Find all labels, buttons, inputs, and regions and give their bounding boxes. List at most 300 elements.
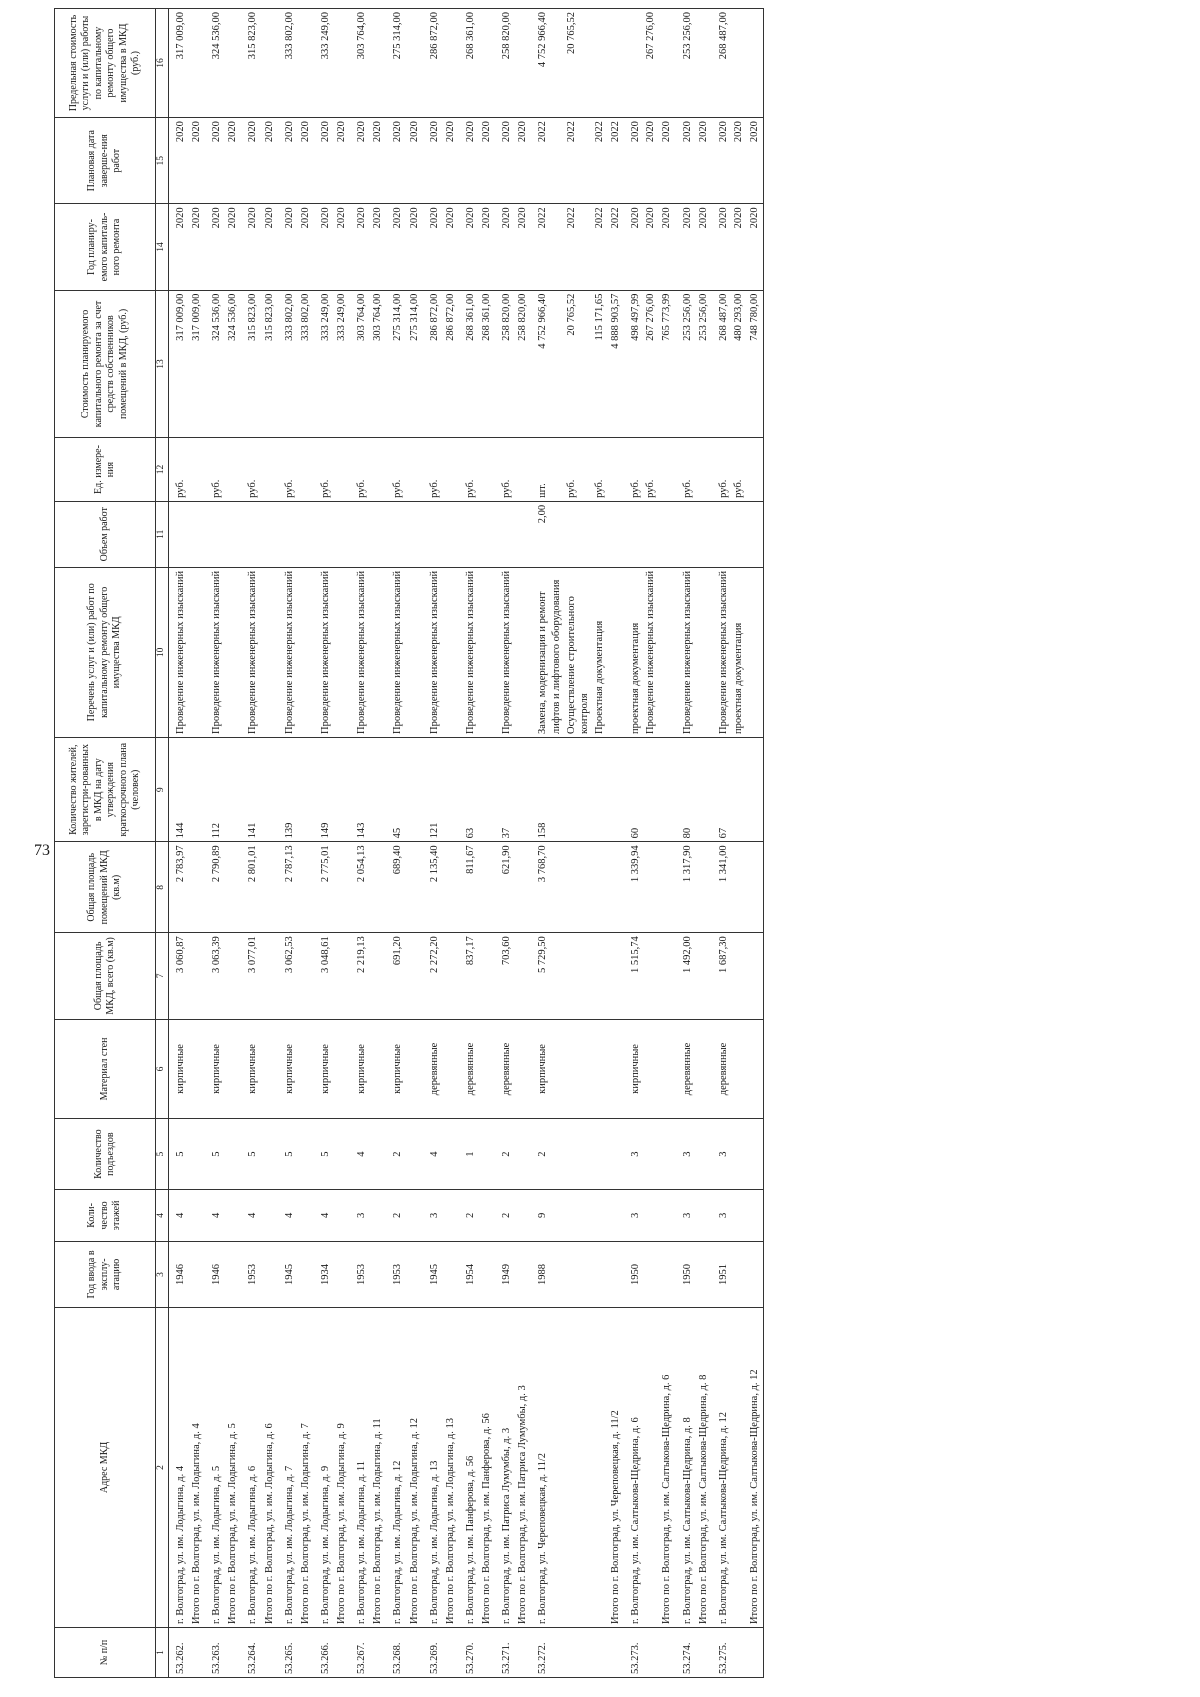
cell-col5: 1 (459, 1119, 478, 1189)
cell-col11 (386, 501, 405, 567)
cell-col6: кирпичные (531, 1019, 563, 1119)
column-number-8: 8 (156, 842, 169, 933)
total-row (478, 9, 495, 1678)
cell-col3 (188, 1242, 205, 1308)
cell-col12 (297, 438, 314, 502)
column-header-7: Общая площадь МКД, всего (кв.м) (55, 933, 156, 1019)
cell-col7 (731, 933, 746, 1019)
column-number-12: 12 (156, 438, 169, 502)
cell-col3: 1953 (386, 1242, 405, 1308)
cell-col12: руб. (168, 438, 188, 502)
cell-col11 (712, 501, 731, 567)
cell-col8: 811,67 (459, 842, 478, 933)
cell-col2: Итого по г. Волгоград, ул. им. Лодыгина, д. 13 (442, 1307, 459, 1627)
cell-col2: г. Волгоград, ул. им. Лодыгина, д. 11 (350, 1307, 369, 1627)
cell-col16: 275 314,00 (386, 9, 405, 118)
cell-col10: Проведение инженерных изысканий (278, 567, 297, 737)
cell-col14: 2020 (624, 204, 643, 290)
cell-col14: 2020 (241, 204, 260, 290)
cell-col3: 1953 (350, 1242, 369, 1308)
table-row (564, 9, 592, 1678)
cell-col11 (695, 501, 712, 567)
cell-col3 (731, 1242, 746, 1308)
cell-col9: 60 (624, 737, 643, 841)
cell-col11 (261, 501, 278, 567)
cell-col8 (658, 842, 675, 933)
cell-col13: 498 497,99 (624, 290, 643, 438)
cell-col15: 2020 (423, 118, 442, 204)
total-row (607, 9, 624, 1678)
cell-col7: 3 063,39 (205, 933, 224, 1019)
column-number-16: 16 (156, 9, 169, 118)
cell-col7: 3 060,87 (168, 933, 188, 1019)
cell-col10: Проведение инженерных изысканий (495, 567, 514, 737)
cell-col6 (333, 1019, 350, 1119)
cell-col13: 4 888 903,57 (607, 290, 624, 438)
cell-col1 (746, 1628, 764, 1678)
cell-col7: 1 515,74 (624, 933, 643, 1019)
cell-col4: 4 (278, 1189, 297, 1241)
cell-col6: деревянные (712, 1019, 731, 1119)
cell-col12 (746, 438, 764, 502)
column-number-1: 1 (156, 1628, 169, 1678)
cell-col7 (442, 933, 459, 1019)
total-row (224, 9, 241, 1678)
cell-col1: 53.266. (314, 1628, 333, 1678)
cell-col5 (297, 1119, 314, 1189)
cell-col8: 1 339,94 (624, 842, 643, 933)
table-row (168, 9, 188, 1678)
cell-col2: г. Волгоград, ул. им. Салтыкова-Щедрина, д. 6 (624, 1307, 643, 1627)
cell-col10 (369, 567, 386, 737)
column-header-14: Год планиру-емого капиталь-ного ремонта (55, 204, 156, 290)
table-row (592, 9, 607, 1678)
cell-col8: 2 783,97 (168, 842, 188, 933)
cell-col9 (658, 737, 675, 841)
cell-col15: 2020 (386, 118, 405, 204)
cell-col13: 480 293,00 (731, 290, 746, 438)
cell-col7 (643, 933, 658, 1019)
cell-col14: 2020 (495, 204, 514, 290)
total-row (188, 9, 205, 1678)
cell-col3: 1934 (314, 1242, 333, 1308)
cell-col2: Итого по г. Волгоград, ул. им. Патриса Лумумбы, д. 3 (514, 1307, 531, 1627)
cell-col16 (592, 9, 607, 118)
table-row (731, 9, 746, 1678)
cell-col3: 1951 (712, 1242, 731, 1308)
cell-col4 (746, 1189, 764, 1241)
cell-col12: руб. (314, 438, 333, 502)
cell-col6 (592, 1019, 607, 1119)
cell-col13: 317 009,00 (168, 290, 188, 438)
cell-col6 (261, 1019, 278, 1119)
cell-col13: 303 764,00 (350, 290, 369, 438)
cell-col1 (369, 1628, 386, 1678)
cell-col13: 115 171,65 (592, 290, 607, 438)
cell-col11 (514, 501, 531, 567)
cell-col11 (168, 501, 188, 567)
cell-col6 (478, 1019, 495, 1119)
column-number-7: 7 (156, 933, 169, 1019)
cell-col5: 4 (423, 1119, 442, 1189)
cell-col8 (695, 842, 712, 933)
table-row (495, 9, 514, 1678)
cell-col5 (695, 1119, 712, 1189)
cell-col6: кирпичные (350, 1019, 369, 1119)
cell-col15: 2020 (241, 118, 260, 204)
cell-col14: 2022 (531, 204, 563, 290)
total-row (261, 9, 278, 1678)
table-row (241, 9, 260, 1678)
cell-col4: 4 (314, 1189, 333, 1241)
cell-col11 (564, 501, 592, 567)
cell-col14: 2020 (442, 204, 459, 290)
cell-col9: 112 (205, 737, 224, 841)
cell-col6 (442, 1019, 459, 1119)
cell-col7 (478, 933, 495, 1019)
cell-col2: Итого по г. Волгоград, ул. им. Салтыкова-Щедрина, д. 12 (746, 1307, 764, 1627)
cell-col16 (607, 9, 624, 118)
cell-col8: 2 801,01 (241, 842, 260, 933)
cell-col14: 2020 (188, 204, 205, 290)
cell-col8 (731, 842, 746, 933)
cell-col10 (224, 567, 241, 737)
cell-col1: 53.267. (350, 1628, 369, 1678)
cell-col6 (406, 1019, 423, 1119)
cell-col4 (369, 1189, 386, 1241)
cell-col10: Проектная документация (592, 567, 607, 737)
column-header-5: Количество подъездов (55, 1119, 156, 1189)
cell-col12 (261, 438, 278, 502)
cell-col15: 2020 (224, 118, 241, 204)
column-header-8: Общая площадь помещений МКД (кв.м) (55, 842, 156, 933)
cell-col7 (514, 933, 531, 1019)
cell-col1 (442, 1628, 459, 1678)
cell-col1: 53.269. (423, 1628, 442, 1678)
cell-col13: 258 820,00 (495, 290, 514, 438)
cell-col14: 2020 (297, 204, 314, 290)
cell-col15: 2020 (478, 118, 495, 204)
cell-col15: 2020 (188, 118, 205, 204)
cell-col10 (658, 567, 675, 737)
cell-col4 (224, 1189, 241, 1241)
cell-col9: 45 (386, 737, 405, 841)
cell-col10: Осуществление строительного контроля (564, 567, 592, 737)
cell-col1: 53.264. (241, 1628, 260, 1678)
cell-col15: 2020 (514, 118, 531, 204)
cell-col16: 258 820,00 (495, 9, 514, 118)
cell-col10: Проведение инженерных изысканий (643, 567, 658, 737)
cell-col10: Проведение инженерных изысканий (314, 567, 333, 737)
cell-col14: 2020 (643, 204, 658, 290)
cell-col14: 2020 (386, 204, 405, 290)
cell-col1: 53.270. (459, 1628, 478, 1678)
cell-col16: 333 802,00 (278, 9, 297, 118)
cell-col14: 2020 (261, 204, 278, 290)
cell-col7 (564, 933, 592, 1019)
cell-col3 (442, 1242, 459, 1308)
cell-col14: 2020 (676, 204, 695, 290)
cell-col4: 4 (205, 1189, 224, 1241)
cell-col1 (514, 1628, 531, 1678)
cell-col1 (643, 1628, 658, 1678)
cell-col3: 1950 (624, 1242, 643, 1308)
cell-col8: 2 787,13 (278, 842, 297, 933)
cell-col9 (514, 737, 531, 841)
cell-col4 (442, 1189, 459, 1241)
cell-col3 (564, 1242, 592, 1308)
cell-col5: 5 (314, 1119, 333, 1189)
cell-col16: 286 872,00 (423, 9, 442, 118)
cell-col10 (333, 567, 350, 737)
total-row (369, 9, 386, 1678)
column-number-6: 6 (156, 1019, 169, 1119)
cell-col12: руб. (459, 438, 478, 502)
table-row (531, 9, 563, 1678)
cell-col3: 1950 (676, 1242, 695, 1308)
cell-col16 (261, 9, 278, 118)
cell-col7 (188, 933, 205, 1019)
cell-col15: 2020 (676, 118, 695, 204)
column-header-6: Материал стен (55, 1019, 156, 1119)
cell-col4 (406, 1189, 423, 1241)
cell-col2: Итого по г. Волгоград, ул. им. Лодыгина, д. 4 (188, 1307, 205, 1627)
cell-col12: руб. (205, 438, 224, 502)
cell-col3 (478, 1242, 495, 1308)
cell-col11: 2,00 (531, 501, 563, 567)
cell-col8: 689,40 (386, 842, 405, 933)
cell-col6: кирпичные (278, 1019, 297, 1119)
cell-col12: руб. (624, 438, 643, 502)
cell-col11 (406, 501, 423, 567)
cell-col7 (224, 933, 241, 1019)
cell-col12 (224, 438, 241, 502)
cell-col7 (333, 933, 350, 1019)
cell-col15: 2020 (369, 118, 386, 204)
cell-col6: кирпичные (314, 1019, 333, 1119)
cell-col10 (261, 567, 278, 737)
cell-col14: 2020 (423, 204, 442, 290)
cell-col6 (746, 1019, 764, 1119)
cell-col5 (333, 1119, 350, 1189)
cell-col2: г. Волгоград, ул. им. Салтыкова-Щедрина, д. 8 (676, 1307, 695, 1627)
cell-col2: Итого по г. Волгоград, ул. им. Салтыкова-Щедрина, д. 6 (658, 1307, 675, 1627)
cell-col9 (564, 737, 592, 841)
cell-col14: 2020 (333, 204, 350, 290)
cell-col10: Проведение инженерных изысканий (712, 567, 731, 737)
cell-col10 (406, 567, 423, 737)
cell-col15: 2022 (607, 118, 624, 204)
cell-col6: кирпичные (205, 1019, 224, 1119)
table-row (643, 9, 658, 1678)
cell-col5 (746, 1119, 764, 1189)
cell-col13: 748 780,00 (746, 290, 764, 438)
cell-col4 (607, 1189, 624, 1241)
cell-col16 (297, 9, 314, 118)
cell-col3 (261, 1242, 278, 1308)
cell-col12: руб. (495, 438, 514, 502)
cell-col8: 1 317,90 (676, 842, 695, 933)
cell-col5: 3 (676, 1119, 695, 1189)
cell-col13: 765 773,99 (658, 290, 675, 438)
cell-col15: 2020 (695, 118, 712, 204)
cell-col3: 1945 (278, 1242, 297, 1308)
cell-col15: 2020 (278, 118, 297, 204)
cell-col16: 317 009,00 (168, 9, 188, 118)
cell-col3: 1988 (531, 1242, 563, 1308)
cell-col16 (442, 9, 459, 118)
column-number-row (156, 9, 169, 1678)
cell-col12: руб. (564, 438, 592, 502)
cell-col8 (261, 842, 278, 933)
cell-col9: 121 (423, 737, 442, 841)
cell-col2: г. Волгоград, ул. им. Панферова, д. 56 (459, 1307, 478, 1627)
cell-col8: 2 790,89 (205, 842, 224, 933)
cell-col9 (695, 737, 712, 841)
cell-col4: 2 (459, 1189, 478, 1241)
cell-col2: Итого по г. Волгоград, ул. им. Лодыгина, д. 5 (224, 1307, 241, 1627)
cell-col8 (478, 842, 495, 933)
cell-col13: 258 820,00 (514, 290, 531, 438)
cell-col3: 1946 (168, 1242, 188, 1308)
cell-col10: Проведение инженерных изысканий (423, 567, 442, 737)
cell-col9 (607, 737, 624, 841)
cell-col7 (369, 933, 386, 1019)
cell-col9 (406, 737, 423, 841)
cell-col3 (746, 1242, 764, 1308)
cell-col10: Проведение инженерных изысканий (459, 567, 478, 737)
cell-col15: 2020 (406, 118, 423, 204)
cell-col16: 268 361,00 (459, 9, 478, 118)
cell-col16 (624, 9, 643, 118)
cell-col4: 2 (495, 1189, 514, 1241)
cell-col8 (442, 842, 459, 933)
cell-col11 (241, 501, 260, 567)
cell-col14: 2020 (459, 204, 478, 290)
cell-col15: 2020 (643, 118, 658, 204)
cell-col6: кирпичные (624, 1019, 643, 1119)
cell-col11 (495, 501, 514, 567)
cell-col6 (369, 1019, 386, 1119)
cell-col14: 2020 (746, 204, 764, 290)
cell-col15: 2020 (442, 118, 459, 204)
cell-col13: 268 361,00 (478, 290, 495, 438)
cell-col14: 2020 (478, 204, 495, 290)
cell-col13: 333 802,00 (297, 290, 314, 438)
cell-col2 (643, 1307, 658, 1627)
cell-col13: 315 823,00 (261, 290, 278, 438)
cell-col6: кирпичные (386, 1019, 405, 1119)
cell-col8 (188, 842, 205, 933)
cell-col13: 333 249,00 (314, 290, 333, 438)
cell-col1: 53.274. (676, 1628, 695, 1678)
cell-col7 (406, 933, 423, 1019)
cell-col16 (406, 9, 423, 118)
cell-col8: 1 341,00 (712, 842, 731, 933)
cell-col12 (658, 438, 675, 502)
cell-col4: 3 (712, 1189, 731, 1241)
cell-col3 (592, 1242, 607, 1308)
column-header-2: Адрес МКД (55, 1307, 156, 1627)
cell-col11 (676, 501, 695, 567)
cell-col9 (333, 737, 350, 841)
cell-col12: руб. (731, 438, 746, 502)
cell-col1 (592, 1628, 607, 1678)
cell-col10 (514, 567, 531, 737)
cell-col9 (369, 737, 386, 841)
cell-col7 (607, 933, 624, 1019)
cell-col3 (369, 1242, 386, 1308)
cell-col6 (297, 1019, 314, 1119)
cell-col4 (731, 1189, 746, 1241)
cell-col6 (224, 1019, 241, 1119)
cell-col1: 53.271. (495, 1628, 514, 1678)
column-number-9: 9 (156, 737, 169, 841)
cell-col1: 53.262. (168, 1628, 188, 1678)
cell-col13: 303 764,00 (369, 290, 386, 438)
cell-col7: 3 077,01 (241, 933, 260, 1019)
cell-col8 (746, 842, 764, 933)
cell-col13: 268 361,00 (459, 290, 478, 438)
cell-col10 (746, 567, 764, 737)
cell-col3: 1954 (459, 1242, 478, 1308)
cell-col3 (658, 1242, 675, 1308)
column-header-11: Объем работ (55, 501, 156, 567)
cell-col4 (261, 1189, 278, 1241)
cell-col7 (297, 933, 314, 1019)
cell-col7: 1 492,00 (676, 933, 695, 1019)
cell-col2: г. Волгоград, ул. им. Лодыгина, д. 5 (205, 1307, 224, 1627)
cell-col13: 333 249,00 (333, 290, 350, 438)
cell-col2: г. Волгоград, ул. им. Лодыгина, д. 13 (423, 1307, 442, 1627)
cell-col2: г. Волгоград, ул. им. Лодыгина, д. 6 (241, 1307, 260, 1627)
table-row (350, 9, 369, 1678)
cell-col13: 253 256,00 (676, 290, 695, 438)
cell-col7: 3 048,61 (314, 933, 333, 1019)
cell-col1 (564, 1628, 592, 1678)
cell-col13: 315 823,00 (241, 290, 260, 438)
cell-col11 (442, 501, 459, 567)
cell-col3 (297, 1242, 314, 1308)
cell-col1 (478, 1628, 495, 1678)
cell-col13: 267 276,00 (643, 290, 658, 438)
cell-col7 (261, 933, 278, 1019)
cell-col12: руб. (592, 438, 607, 502)
cell-col12: руб. (278, 438, 297, 502)
cell-col2: Итого по г. Волгоград, ул. им. Лодыгина, д. 6 (261, 1307, 278, 1627)
cell-col9 (478, 737, 495, 841)
table-row (712, 9, 731, 1678)
cell-col4: 9 (531, 1189, 563, 1241)
column-header-3: Год ввода в эксплу-атацию (55, 1242, 156, 1308)
cell-col11 (278, 501, 297, 567)
cell-col5: 2 (495, 1119, 514, 1189)
cell-col4 (478, 1189, 495, 1241)
cell-col5: 5 (241, 1119, 260, 1189)
cell-col9: 149 (314, 737, 333, 841)
cell-col2 (592, 1307, 607, 1627)
cell-col12 (188, 438, 205, 502)
cell-col10 (607, 567, 624, 737)
cell-col6: деревянные (423, 1019, 442, 1119)
cell-col3: 1953 (241, 1242, 260, 1308)
repair-plan-table (54, 8, 764, 1678)
cell-col15: 2020 (731, 118, 746, 204)
cell-col15: 2020 (350, 118, 369, 204)
table-row (423, 9, 442, 1678)
cell-col3: 1946 (205, 1242, 224, 1308)
cell-col11 (423, 501, 442, 567)
